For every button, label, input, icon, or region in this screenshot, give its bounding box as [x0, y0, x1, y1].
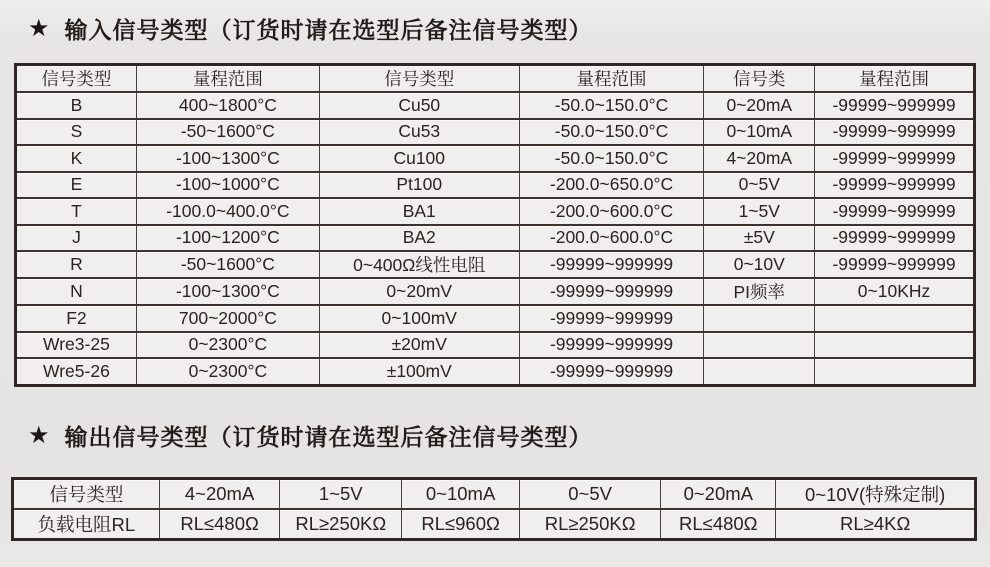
- table-cell: 0~100mV: [319, 305, 519, 332]
- table-cell: T: [16, 198, 137, 225]
- table-cell: 400~1800°C: [136, 92, 319, 119]
- table-cell: [815, 305, 975, 332]
- table-cell: 0~10mA: [704, 119, 815, 146]
- table-cell: RL≥4KΩ: [776, 509, 976, 540]
- table-row: [16, 198, 975, 225]
- table-header-row: [16, 65, 975, 93]
- table-row: [16, 251, 975, 278]
- table-cell: -50.0~150.0°C: [519, 92, 704, 119]
- table-cell: K: [16, 145, 137, 172]
- column-header: 信号类型: [319, 65, 519, 93]
- table-cell: F2: [16, 305, 137, 332]
- table-cell: B: [16, 92, 137, 119]
- table-cell: 0~20mV: [319, 278, 519, 305]
- table-cell: 0~2300°C: [136, 332, 319, 359]
- table-cell: -99999~999999: [815, 172, 975, 199]
- table-cell: 1~5V: [704, 198, 815, 225]
- table-row: [13, 509, 976, 540]
- table-cell: 负载电阻RL: [13, 509, 160, 540]
- column-header: 信号类型: [16, 65, 137, 93]
- table-cell: [815, 358, 975, 385]
- table-cell: R: [16, 251, 137, 278]
- table-cell: [704, 305, 815, 332]
- table-cell: -99999~999999: [519, 332, 704, 359]
- table-cell: 0~10mA: [402, 479, 520, 510]
- table-cell: 4~20mA: [704, 145, 815, 172]
- table-cell: ±20mV: [319, 332, 519, 359]
- table-cell: 信号类型: [13, 479, 160, 510]
- table-row: [16, 172, 975, 199]
- table-cell: RL≤480Ω: [661, 509, 776, 540]
- table-cell: J: [16, 225, 137, 252]
- table-cell: Cu100: [319, 145, 519, 172]
- table-row: [16, 358, 975, 385]
- table-row: [16, 278, 975, 305]
- input-signal-table: [14, 63, 976, 387]
- column-header: 量程范围: [519, 65, 704, 93]
- table-cell: RL≤480Ω: [159, 509, 280, 540]
- table-row: [16, 225, 975, 252]
- column-header: 信号类: [704, 65, 815, 93]
- table-cell: 0~400Ω线性电阻: [319, 251, 519, 278]
- star-icon: ★: [28, 422, 51, 449]
- table-cell: Cu50: [319, 92, 519, 119]
- table-cell: 700~2000°C: [136, 305, 319, 332]
- table-cell: [704, 332, 815, 359]
- table-cell: -100~1200°C: [136, 225, 319, 252]
- table-cell: -99999~999999: [815, 92, 975, 119]
- output-signal-table: [11, 477, 977, 541]
- input-section-title-text: 输入信号类型（订货时请在选型后备注信号类型）: [64, 17, 593, 43]
- table-cell: S: [16, 119, 137, 146]
- table-cell: -99999~999999: [815, 145, 975, 172]
- table-cell: Wre5-26: [16, 358, 137, 385]
- table-cell: -50.0~150.0°C: [519, 119, 704, 146]
- table-cell: RL≥250KΩ: [520, 509, 661, 540]
- table-cell: ±5V: [704, 225, 815, 252]
- input-section-title: [28, 12, 593, 45]
- table-cell: 0~5V: [520, 479, 661, 510]
- table-cell: Cu53: [319, 119, 519, 146]
- table-row: [16, 92, 975, 119]
- table-row: [16, 305, 975, 332]
- column-header: 量程范围: [136, 65, 319, 93]
- table-cell: E: [16, 172, 137, 199]
- table-row: [16, 145, 975, 172]
- table-cell: -99999~999999: [815, 251, 975, 278]
- table-cell: -200.0~650.0°C: [519, 172, 704, 199]
- table-cell: -50~1600°C: [136, 251, 319, 278]
- table-cell: -100~1300°C: [136, 278, 319, 305]
- table-cell: [704, 358, 815, 385]
- table-cell: ±100mV: [319, 358, 519, 385]
- table-cell: PI频率: [704, 278, 815, 305]
- table-row: [13, 479, 976, 510]
- table-cell: -99999~999999: [519, 358, 704, 385]
- table-cell: -100~1000°C: [136, 172, 319, 199]
- table-cell: 0~10V: [704, 251, 815, 278]
- table-cell: -99999~999999: [519, 278, 704, 305]
- table-cell: [815, 332, 975, 359]
- table-cell: -99999~999999: [519, 305, 704, 332]
- table-cell: 0~10V(特殊定制): [776, 479, 976, 510]
- table-cell: 1~5V: [280, 479, 402, 510]
- table-cell: -100.0~400.0°C: [136, 198, 319, 225]
- table-cell: -50.0~150.0°C: [519, 145, 704, 172]
- table-cell: RL≥250KΩ: [280, 509, 402, 540]
- table-cell: -99999~999999: [519, 251, 704, 278]
- table-cell: -99999~999999: [815, 225, 975, 252]
- table-cell: -200.0~600.0°C: [519, 198, 704, 225]
- table-cell: 0~5V: [704, 172, 815, 199]
- table-cell: BA1: [319, 198, 519, 225]
- table-cell: -100~1300°C: [136, 145, 319, 172]
- table-cell: N: [16, 278, 137, 305]
- table-cell: BA2: [319, 225, 519, 252]
- table-cell: 0~2300°C: [136, 358, 319, 385]
- output-section-title-text: 输出信号类型（订货时请在选型后备注信号类型）: [64, 424, 593, 450]
- table-cell: RL≤960Ω: [402, 509, 520, 540]
- table-cell: 0~10KHz: [815, 278, 975, 305]
- table-row: [16, 119, 975, 146]
- output-section-title: [28, 419, 593, 452]
- star-icon: ★: [28, 15, 51, 42]
- table-cell: -99999~999999: [815, 119, 975, 146]
- table-cell: 0~20mA: [704, 92, 815, 119]
- table-cell: 4~20mA: [159, 479, 280, 510]
- table-cell: 0~20mA: [661, 479, 776, 510]
- table-cell: Wre3-25: [16, 332, 137, 359]
- table-cell: -50~1600°C: [136, 119, 319, 146]
- table-cell: -99999~999999: [815, 198, 975, 225]
- column-header: 量程范围: [815, 65, 975, 93]
- table-row: [16, 332, 975, 359]
- table-cell: Pt100: [319, 172, 519, 199]
- table-cell: -200.0~600.0°C: [519, 225, 704, 252]
